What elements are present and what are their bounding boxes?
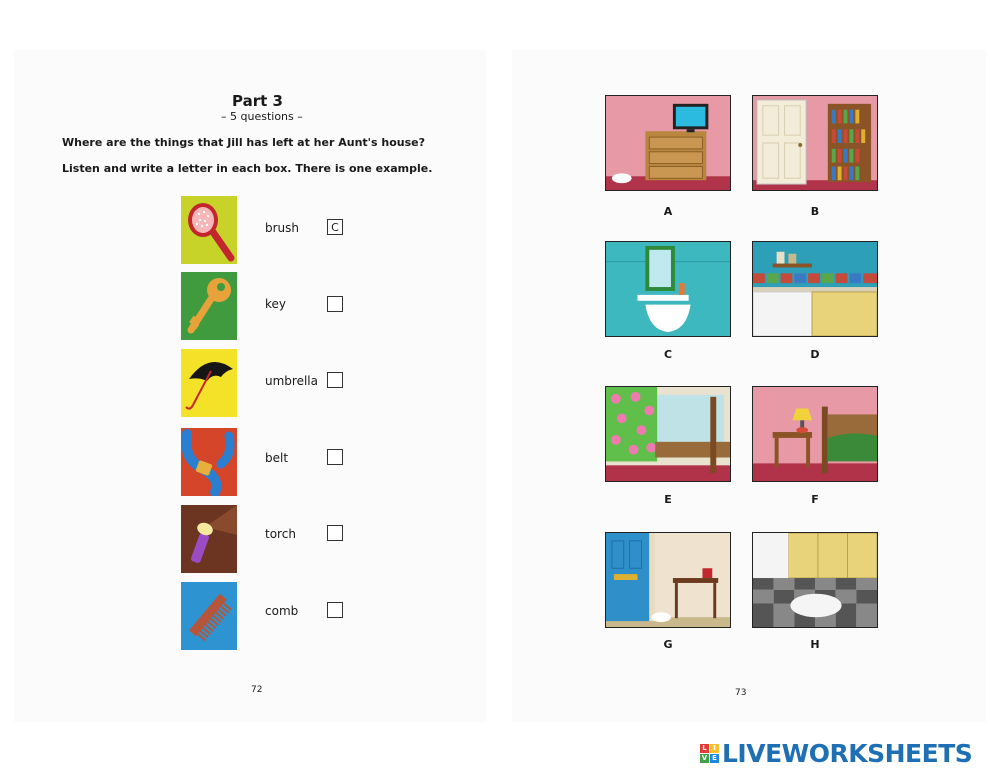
part-subtitle: – 5 questions – — [221, 110, 303, 123]
answer-box-key[interactable] — [327, 296, 343, 312]
answer-box-brush[interactable]: C — [327, 219, 343, 235]
scene-letter-h: H — [810, 638, 820, 651]
scene-letter-a: A — [663, 205, 673, 218]
answer-box-belt[interactable] — [327, 449, 343, 465]
scene-letter-b: B — [810, 205, 820, 218]
answer-box-torch[interactable] — [327, 525, 343, 541]
brush-icon — [181, 196, 237, 264]
instruction-question: Where are the things that Jill has left at her Aunt's house? — [62, 136, 426, 149]
logo-tiles — [700, 744, 719, 763]
item-label-belt: belt — [265, 451, 289, 465]
left-page — [14, 50, 486, 722]
scene-letter-f: F — [811, 493, 819, 506]
page-number-right: 73 — [735, 688, 747, 698]
answer-box-comb[interactable] — [327, 602, 343, 618]
answer-box-umbrella[interactable] — [327, 372, 343, 388]
bed-lamp-scene — [752, 386, 878, 482]
logo-text: LIVEWORKSHEETS — [722, 738, 973, 768]
kitchen-floor-scene — [752, 532, 878, 628]
logo-tile-l: L — [700, 744, 709, 753]
page-number-left: 72 — [251, 685, 263, 695]
key-icon — [181, 272, 237, 340]
item-label-brush: brush — [265, 221, 300, 235]
door-bookshelf-scene — [752, 95, 878, 191]
item-label-umbrella: umbrella — [265, 374, 318, 388]
bed-curtain-scene — [605, 386, 731, 482]
logo-tile-e: E — [710, 754, 719, 763]
bathroom-sink-scene — [605, 241, 731, 337]
kitchen-scene — [752, 241, 878, 337]
right-page — [512, 50, 986, 722]
logo-tile-i: I — [710, 744, 719, 753]
part-title: Part 3 — [232, 92, 283, 110]
instruction-listen: Listen and write a letter in each box. There is one example. — [62, 162, 433, 175]
item-label-comb: comb — [265, 604, 299, 618]
liveworksheets-logo — [700, 738, 972, 768]
scene-letter-g: G — [663, 638, 673, 651]
umbrella-icon — [181, 349, 237, 417]
comb-icon — [181, 582, 237, 650]
dresser-tv-scene — [605, 95, 731, 191]
belt-icon — [181, 428, 237, 496]
item-label-torch: torch — [265, 527, 296, 541]
scene-letter-d: D — [810, 348, 820, 361]
item-label-key: key — [265, 297, 287, 311]
scene-letter-e: E — [664, 493, 672, 506]
logo-tile-v: V — [701, 753, 708, 762]
hall-phone-scene — [605, 532, 731, 628]
torch-icon — [181, 505, 237, 573]
scene-letter-c: C — [663, 348, 673, 361]
